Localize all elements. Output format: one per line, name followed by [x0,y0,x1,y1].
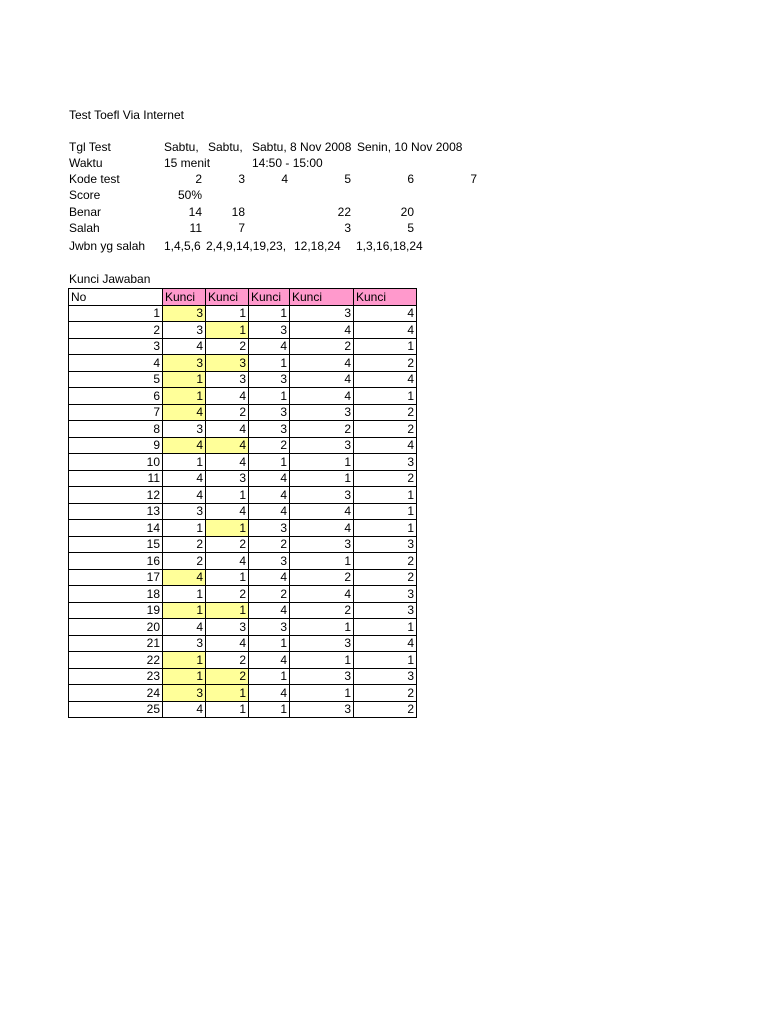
answer-cell: 2 [206,404,249,421]
answer-cell: 3 [249,421,290,438]
answer-cell: 1 [249,305,290,322]
answer-cell: 3 [290,635,354,652]
answer-cell: 1 [354,503,417,520]
row-number-cell: 16 [69,553,163,570]
answer-cell: 4 [163,338,206,355]
answer-cell: 3 [354,586,417,603]
table-row [69,602,417,619]
table-row [69,536,417,553]
row-number-cell: 3 [69,338,163,355]
answer-cell: 3 [290,305,354,322]
answer-cell: 2 [206,586,249,603]
answer-cell: 2 [354,569,417,586]
answer-cell: 2 [354,421,417,438]
table-row [69,470,417,487]
answer-cell: 1 [206,520,249,537]
row-number-cell: 8 [69,421,163,438]
label-waktu: Waktu [69,156,103,170]
row-number-cell: 13 [69,503,163,520]
kode-test-value: 7 [470,172,477,186]
row-number-cell: 5 [69,371,163,388]
answer-cell: 3 [354,602,417,619]
answer-cell: 2 [249,586,290,603]
answer-cell: 2 [290,569,354,586]
answer-cell: 3 [354,454,417,471]
answer-cell: 1 [354,619,417,636]
answer-cell: 3 [206,371,249,388]
row-number-cell: 14 [69,520,163,537]
table-row [69,569,417,586]
answer-cell: 1 [163,602,206,619]
table-row [69,619,417,636]
answer-cell: 3 [163,421,206,438]
answer-cell: 4 [249,487,290,504]
answer-cell: 1 [249,701,290,718]
answer-cell: 2 [290,602,354,619]
answer-cell: 1 [163,668,206,685]
answer-cell: 3 [249,322,290,339]
answer-cell: 4 [206,437,249,454]
page-title: Test Toefl Via Internet [69,108,184,122]
row-number-cell: 21 [69,635,163,652]
answer-cell: 1 [206,569,249,586]
answer-cell: 3 [249,404,290,421]
answer-cell: 4 [163,470,206,487]
answer-cell: 4 [290,520,354,537]
header-no: No [69,289,163,306]
answer-cell: 4 [249,470,290,487]
kode-test-value: 2 [195,172,202,186]
label-benar: Benar [69,205,102,219]
answer-cell: 2 [206,536,249,553]
answer-cell: 2 [206,668,249,685]
label-kode-test: Kode test [69,172,120,186]
answer-cell: 1 [206,685,249,702]
jwbn-salah-value: 1,4,5,6 [164,239,201,253]
answer-cell: 4 [163,701,206,718]
answer-cell: 3 [206,470,249,487]
row-number-cell: 7 [69,404,163,421]
answer-cell: 1 [354,520,417,537]
kode-test-value: 3 [238,172,245,186]
answer-cell: 3 [163,685,206,702]
answer-cell: 4 [354,322,417,339]
table-row [69,355,417,372]
table-row [69,668,417,685]
answer-cell: 4 [290,355,354,372]
answer-cell: 4 [290,322,354,339]
answer-cell: 4 [249,503,290,520]
answer-cell: 4 [354,437,417,454]
answer-cell: 4 [163,487,206,504]
table-row [69,586,417,603]
answer-cell: 2 [206,652,249,669]
kode-test-value: 5 [344,172,351,186]
answer-cell: 2 [163,553,206,570]
answer-cell: 1 [206,322,249,339]
table-row [69,701,417,718]
answer-cell: 4 [206,388,249,405]
answer-cell: 3 [249,371,290,388]
header-kunci: Kunci [249,289,290,306]
salah-value: 5 [407,221,414,235]
table-row [69,404,417,421]
table-header-row [69,289,417,306]
answer-cell: 3 [290,437,354,454]
row-number-cell: 23 [69,668,163,685]
answer-cell: 3 [354,668,417,685]
answer-cell: 1 [249,454,290,471]
salah-value: 11 [189,221,202,235]
answer-cell: 3 [163,635,206,652]
table-row [69,454,417,471]
tgl-test-value: Sabtu, [208,140,243,154]
answer-cell: 3 [163,503,206,520]
answer-cell: 4 [163,619,206,636]
answer-cell: 1 [249,355,290,372]
answer-cell: 1 [249,388,290,405]
answer-cell: 1 [206,701,249,718]
label-jwbn-salah: Jwbn yg salah [69,239,146,253]
answer-cell: 2 [290,421,354,438]
answer-cell: 1 [354,487,417,504]
table-row [69,322,417,339]
answer-cell: 4 [354,305,417,322]
tgl-test-value: Sabtu, 8 Nov 2008 [252,140,352,154]
table-row [69,685,417,702]
row-number-cell: 1 [69,305,163,322]
row-number-cell: 20 [69,619,163,636]
answer-cell: 1 [163,454,206,471]
score-value: 50% [177,188,202,202]
answer-cell: 2 [249,437,290,454]
answer-cell: 4 [163,437,206,454]
row-number-cell: 4 [69,355,163,372]
table-row [69,652,417,669]
answer-cell: 1 [163,371,206,388]
answer-cell: 4 [249,685,290,702]
row-number-cell: 19 [69,602,163,619]
row-number-cell: 6 [69,388,163,405]
answer-key-table [68,288,417,718]
answer-cell: 4 [290,388,354,405]
answer-cell: 4 [206,553,249,570]
benar-value: 14 [188,205,202,219]
answer-cell: 1 [206,487,249,504]
answer-cell: 1 [290,470,354,487]
answer-cell: 2 [354,470,417,487]
answer-cell: 2 [354,553,417,570]
answer-cell: 3 [163,322,206,339]
header-kunci: Kunci [206,289,249,306]
answer-cell: 3 [290,487,354,504]
answer-cell: 1 [206,602,249,619]
answer-cell: 4 [249,652,290,669]
answer-cell: 1 [163,388,206,405]
row-number-cell: 12 [69,487,163,504]
row-number-cell: 25 [69,701,163,718]
answer-cell: 1 [290,652,354,669]
salah-value: 3 [344,221,351,235]
benar-value: 18 [231,205,245,219]
answer-cell: 2 [354,404,417,421]
answer-cell: 2 [354,685,417,702]
kode-test-value: 6 [407,172,414,186]
answer-cell: 2 [290,338,354,355]
answer-cell: 1 [163,586,206,603]
answer-cell: 1 [163,520,206,537]
answer-cell: 1 [163,652,206,669]
answer-cell: 3 [290,536,354,553]
benar-value: 22 [337,205,351,219]
label-salah: Salah [69,221,100,235]
answer-cell: 1 [354,652,417,669]
salah-value: 7 [238,221,245,235]
jwbn-salah-value: 1,3,16,18,24 [356,239,423,253]
answer-cell: 3 [163,355,206,372]
waktu-value: 15 menit [164,156,211,170]
section-title-kunci-jawaban: Kunci Jawaban [69,272,151,286]
answer-cell: 4 [206,503,249,520]
table-row [69,635,417,652]
answer-cell: 4 [163,569,206,586]
answer-cell: 1 [354,338,417,355]
answer-cell: 1 [290,553,354,570]
answer-cell: 1 [354,388,417,405]
header-kunci: Kunci [290,289,354,306]
answer-cell: 1 [249,635,290,652]
answer-cell: 2 [354,701,417,718]
answer-cell: 4 [206,635,249,652]
header-kunci: Kunci [163,289,206,306]
answer-cell: 1 [290,685,354,702]
answer-cell: 2 [249,536,290,553]
answer-cell: 3 [290,404,354,421]
table-row [69,437,417,454]
answer-cell: 4 [206,421,249,438]
table-row [69,487,417,504]
answer-cell: 3 [249,553,290,570]
answer-cell: 1 [290,454,354,471]
answer-cell: 3 [206,619,249,636]
table-row [69,421,417,438]
row-number-cell: 18 [69,586,163,603]
answer-cell: 3 [290,701,354,718]
table-row [69,388,417,405]
answer-cell: 4 [163,404,206,421]
table-row [69,553,417,570]
answer-cell: 2 [354,355,417,372]
row-number-cell: 15 [69,536,163,553]
answer-cell: 4 [249,602,290,619]
row-number-cell: 2 [69,322,163,339]
table-row [69,371,417,388]
answer-cell: 3 [206,355,249,372]
answer-cell: 1 [206,305,249,322]
row-number-cell: 9 [69,437,163,454]
row-number-cell: 22 [69,652,163,669]
tgl-test-value: Senin, 10 Nov 2008 [357,140,463,154]
answer-cell: 4 [290,371,354,388]
answer-cell: 3 [354,536,417,553]
row-number-cell: 11 [69,470,163,487]
jwbn-salah-value: 2,4,9,14,19,23, [206,239,287,253]
kode-test-value: 4 [281,172,288,186]
answer-key-body [69,305,417,718]
answer-cell: 4 [290,503,354,520]
answer-cell: 3 [290,668,354,685]
answer-cell: 4 [354,635,417,652]
table-row [69,305,417,322]
tgl-test-value: Sabtu, [164,140,199,154]
waktu-value: 14:50 - 15:00 [252,156,323,170]
table-row [69,503,417,520]
answer-cell: 4 [290,586,354,603]
answer-cell: 2 [163,536,206,553]
answer-cell: 1 [249,668,290,685]
table-row [69,338,417,355]
row-number-cell: 10 [69,454,163,471]
answer-cell: 2 [206,338,249,355]
answer-cell: 4 [206,454,249,471]
header-kunci: Kunci [354,289,417,306]
answer-cell: 3 [163,305,206,322]
jwbn-salah-value: 12,18,24 [294,239,341,253]
answer-cell: 3 [249,520,290,537]
answer-cell: 4 [249,338,290,355]
answer-cell: 4 [354,371,417,388]
label-score: Score [69,188,101,202]
label-tgl-test: Tgl Test [69,140,111,154]
answer-cell: 1 [290,619,354,636]
benar-value: 20 [400,205,414,219]
row-number-cell: 17 [69,569,163,586]
answer-cell: 3 [249,619,290,636]
table-row [69,520,417,537]
answer-cell: 4 [249,569,290,586]
row-number-cell: 24 [69,685,163,702]
